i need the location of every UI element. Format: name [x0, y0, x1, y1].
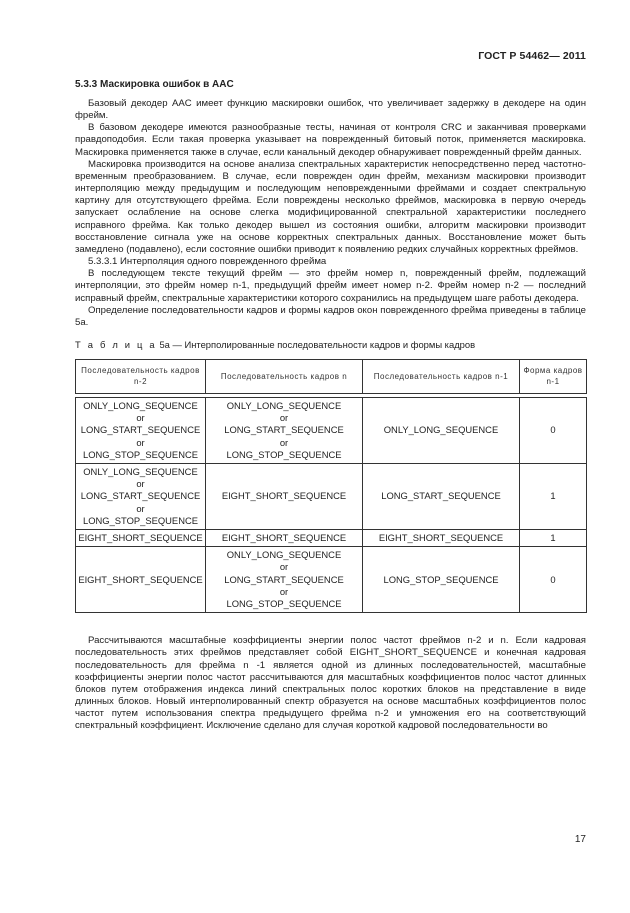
- table-cell: 0: [520, 547, 587, 613]
- table-row: [76, 463, 587, 529]
- cell-line: LONG_START_SEQUENCE: [80, 490, 201, 502]
- paragraph-3: Маскировка производится на основе анализа спектральных характеристик непосредственно перед частотно-временным преобразованием. В случае, если поврежден один фрейм, механизм маскировки производит интерполяцию между предыдущим и последующим неповрежденными фреймами и создает спектральную картину для отсутствующего фрейма. Если повреждены несколько фреймов, маскировка в первую очередь запускает ослабление на основе слегка модифицированной спектральной характеристики последнего исправного фрейма. Как только декодер вышел из состояния ошибки, алгоритм маскировки производит восстановление сигнала уже на основе корректных спектральных данных. Восстановление может быть замедлено (подавлено), если состояние ошибки приводит к появлению редких случайных корректных фреймов.: [75, 158, 586, 255]
- cell-line: or: [279, 585, 289, 597]
- page-number: 17: [574, 834, 586, 845]
- table-cell: EIGHT_SHORT_SEQUENCE: [76, 547, 206, 613]
- table-cell: 1: [520, 463, 587, 529]
- table-cell: 1: [520, 530, 587, 547]
- table-header-cell: Последовательность кадров n-2: [76, 359, 206, 393]
- table-caption-text: 5а — Интерполированные последовательности кадров и формы кадров: [159, 338, 476, 350]
- paragraph-5: Определение последовательности кадров и формы кадров окон поврежденного фрейма приведены в таблице 5а.: [75, 304, 586, 328]
- table-caption-label: Т а б л и ц а: [75, 338, 157, 350]
- subsection-heading: 5.3.3.1 Интерполяция одного поврежденного фрейма: [88, 256, 327, 268]
- cell-line: LONG_START_SEQUENCE: [224, 573, 344, 585]
- table-cell: [206, 397, 363, 463]
- table-cell: LONG_START_SEQUENCE: [363, 463, 520, 529]
- cell-line: or: [279, 436, 289, 448]
- cell-line: or: [279, 412, 289, 424]
- section-title: 5.3.3 Маскировка ошибок в AAC: [75, 79, 234, 90]
- cell-line: or: [136, 436, 145, 448]
- cell-line: ONLY_LONG_SEQUENCE: [226, 399, 342, 411]
- cell-line: LONG_STOP_SEQUENCE: [83, 448, 198, 460]
- standard-number: ГОСТ Р 54462— 2011: [478, 50, 586, 62]
- table-cell: [206, 547, 363, 613]
- table-cell: LONG_STOP_SEQUENCE: [363, 547, 520, 613]
- cell-line: ONLY_LONG_SEQUENCE: [226, 549, 342, 561]
- cell-line: LONG_STOP_SEQUENCE: [226, 448, 342, 460]
- cell-line: ONLY_LONG_SEQUENCE: [83, 399, 198, 411]
- paragraph-2: В базовом декодере имеются разнообразные тесты, начиная от контроля CRC и заканчивая проверками правдоподобия. Если такая проверка указывает на поврежденный битовый поток, применяется маскировка. Маскировка применяется также в случае, если канальный декодер обнаруживает поврежденный фрейм данных.: [75, 122, 586, 158]
- table-cell: EIGHT_SHORT_SEQUENCE: [206, 463, 363, 529]
- sequence-table: [75, 359, 587, 613]
- table-cell: EIGHT_SHORT_SEQUENCE: [76, 530, 206, 547]
- table-cell: EIGHT_SHORT_SEQUENCE: [206, 530, 363, 547]
- cell-line: or: [136, 478, 145, 490]
- cell-line: LONG_STOP_SEQUENCE: [226, 598, 342, 610]
- paragraph-1: Базовый декодер AAC имеет функцию маскировки ошибок, что увеличивает задержку в декодере на один фрейм.: [75, 98, 586, 122]
- table-header-cell: Последовательность кадров n: [206, 359, 363, 393]
- table-row: [76, 397, 587, 463]
- cell-line: LONG_START_SEQUENCE: [80, 424, 201, 436]
- table-caption: [75, 339, 586, 350]
- table-cell: [76, 463, 206, 529]
- cell-line: ONLY_LONG_SEQUENCE: [83, 465, 198, 477]
- table-header-cell: Последовательность кадров n-1: [363, 359, 520, 393]
- table-body: [76, 393, 587, 612]
- table-cell: ONLY_LONG_SEQUENCE: [363, 397, 520, 463]
- cell-line: LONG_START_SEQUENCE: [224, 424, 344, 436]
- paragraph-4: В последующем тексте текущий фрейм — это фрейм номер n, поврежденный фрейм, подлежащий интерполяции, это фрейм номер n-1, предыдущий фрейм имеет номер n-2. Фрейм номер n-2 — последний исправный фрейм, спектральные характеристики которого сохранились на предыдущем шаге работы декодера.: [75, 268, 586, 304]
- table-cell: EIGHT_SHORT_SEQUENCE: [363, 530, 520, 547]
- page-content: [75, 79, 586, 732]
- table-row: [76, 547, 587, 613]
- cell-line: or: [136, 412, 145, 424]
- cell-line: or: [279, 561, 289, 573]
- cell-line: LONG_STOP_SEQUENCE: [83, 514, 198, 526]
- table-cell: 0: [520, 397, 587, 463]
- cell-line: or: [136, 502, 145, 514]
- table-cell: [76, 397, 206, 463]
- table-row: [76, 530, 587, 547]
- table-header-row: [76, 359, 587, 393]
- table-header-cell: Форма кадров n-1: [520, 359, 587, 393]
- paragraph-6: Рассчитываются масштабные коэффициенты энергии полос частот фреймов n-2 и n. Если кадровая последовательность этих фреймов представляет собой EIGHT_SHORT_SEQUENCE и конечная кадровая последовательность для фрейма n -1 является одной из длинных последовательностей, масштабные коэффициенты энергии полос частот рассчитываются для масштабных коэффициентов полос частот длинных блоков путем отображения индекса линий спектральных полос коротких блоков на представление в виде длинных блоков. Новый интерполированный спектр образуется на основе масштабных коэффициентов полос частот путем использования спектра предыдущего фрейма n-2 и умножения его на соответствующий спектральный коэффициент. Исключение сделано для случая короткой кадровой последовательности во: [75, 635, 586, 732]
